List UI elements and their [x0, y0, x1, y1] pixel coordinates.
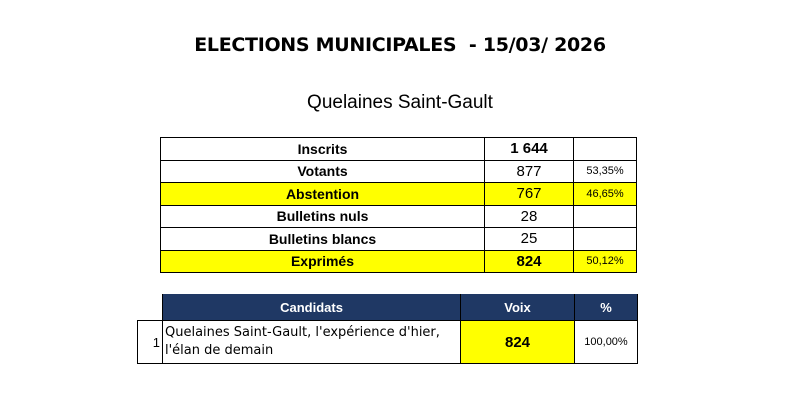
- page-title: ELECTIONS MUNICIPALES - 15/03/ 2026: [194, 34, 606, 56]
- stats-row-exprimes: [161, 250, 637, 273]
- candidates-header-row: [138, 294, 638, 321]
- candidate-name: Quelaines Saint-Gault, l'expérience d'hier, l'élan de demain: [163, 321, 461, 364]
- stat-value: 877: [485, 160, 574, 183]
- commune-name: Quelaines Saint-Gault: [307, 92, 493, 113]
- stat-label: Bulletins nuls: [161, 205, 485, 228]
- stats-row-blancs: [161, 228, 637, 251]
- candidate-pct: 100,00%: [575, 321, 638, 364]
- stats-row-votants: [161, 160, 637, 183]
- stat-pct: [574, 138, 637, 161]
- header-voix: Voix: [461, 294, 575, 321]
- stat-label: Bulletins blancs: [161, 228, 485, 251]
- stat-value: 824: [485, 250, 574, 273]
- stat-label: Abstention: [161, 183, 485, 206]
- candidate-row: [138, 321, 638, 364]
- stat-label: Votants: [161, 160, 485, 183]
- stat-value: 1 644: [485, 138, 574, 161]
- stats-row-nuls: [161, 205, 637, 228]
- header-candidats: Candidats: [163, 294, 461, 321]
- stat-pct: [574, 228, 637, 251]
- stat-value: 28: [485, 205, 574, 228]
- stats-row-abstention: [161, 183, 637, 206]
- stat-pct: [574, 205, 637, 228]
- candidates-table: [137, 294, 638, 364]
- stat-value: 767: [485, 183, 574, 206]
- header-spacer: [138, 294, 163, 321]
- header-pct: %: [575, 294, 638, 321]
- stats-row-inscrits: [161, 138, 637, 161]
- stat-value: 25: [485, 228, 574, 251]
- stat-pct: 46,65%: [574, 183, 637, 206]
- stat-label: Exprimés: [161, 250, 485, 273]
- stat-label: Inscrits: [161, 138, 485, 161]
- stats-table: [160, 137, 637, 273]
- candidate-number: 1: [138, 321, 163, 364]
- stat-pct: 50,12%: [574, 250, 637, 273]
- candidate-votes: 824: [461, 321, 575, 364]
- stat-pct: 53,35%: [574, 160, 637, 183]
